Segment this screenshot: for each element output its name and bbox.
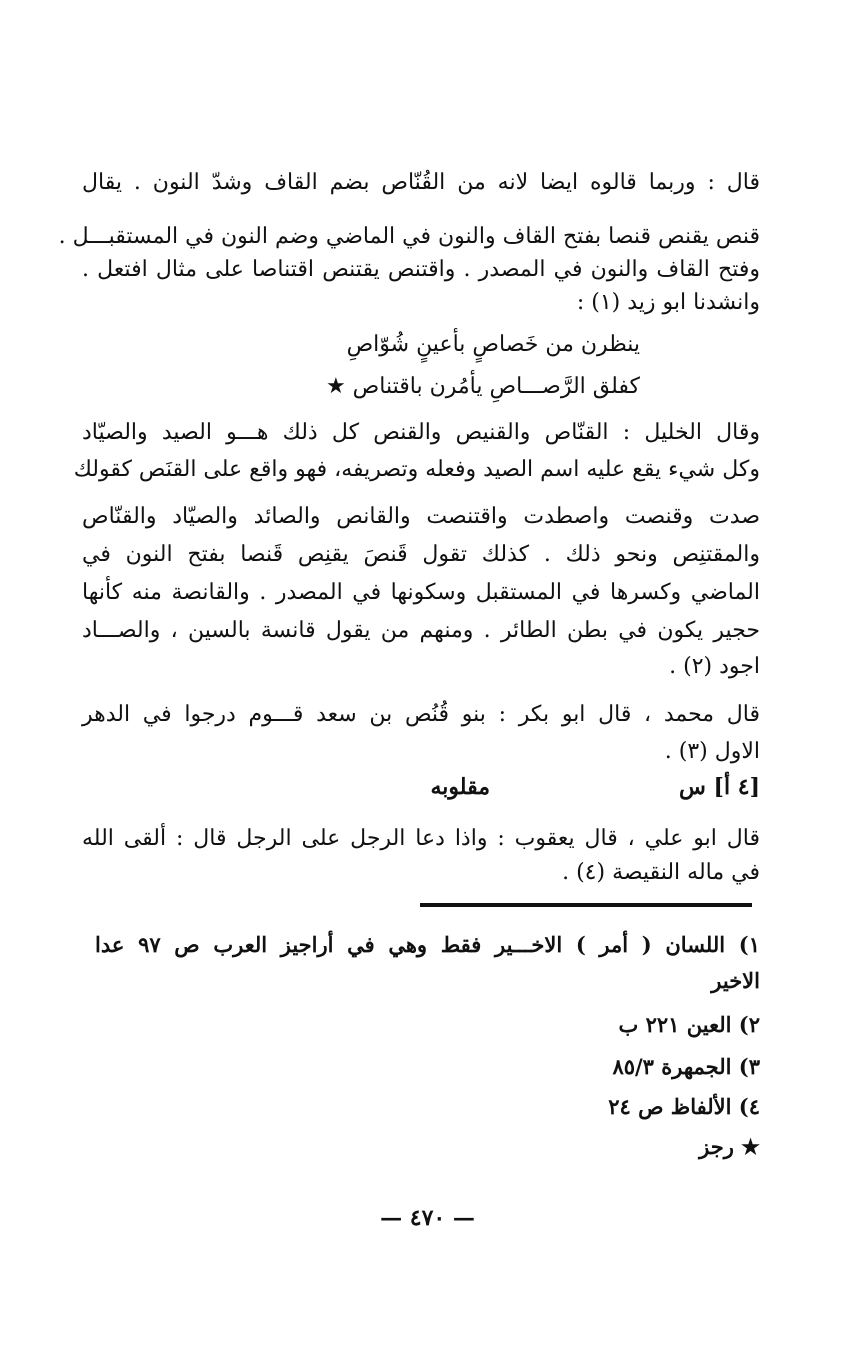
page-number: — ٤٧٠ — bbox=[380, 1205, 475, 1231]
para2-line-2: وكل شيء يقع عليه اسم الصيد وفعله وتصريفه، فهو واقع على القنَص كقولك bbox=[73, 457, 760, 482]
body-line-3: وفتح القاف والنون في المصدر . واقتنص يقتنص اقتناصا على مثال افتعل . bbox=[82, 257, 760, 282]
body-line-4: وانشدنا ابو زيد (١) : bbox=[576, 290, 760, 315]
footnote-2: ٢) العين ٢٢١ ب bbox=[618, 1012, 760, 1037]
para2-line-5: الماضي وكسرها في المستقبل وسكونها في المصدر . والقانصة منه كأنها bbox=[82, 580, 760, 605]
section-heading: مقلوبه bbox=[430, 774, 490, 800]
para4-line-2: في ماله النقيصة (٤) . bbox=[562, 860, 760, 885]
para3-line-1: قال محمد ، قال ابو بكر : بنو قُنُص بن سعد قـــوم درجوا في الدهر bbox=[82, 702, 760, 727]
verse-line-1: ينظرن من خَصاصٍ بأعينٍ شُوّاصِ bbox=[346, 332, 640, 357]
para2-line-4: والمقتنِص ونحو ذلك . كذلك تقول قَنصَ يقنِص قَنصا بفتح النون في bbox=[82, 542, 760, 567]
para4-line-1: قال ابو علي ، قال يعقوب : واذا دعا الرجل على الرجل قال : ألقى الله bbox=[82, 826, 760, 851]
footnote-3: ٣) الجمهرة ٨٥/٣ bbox=[612, 1054, 760, 1079]
footnote-1-continued: الاخير bbox=[711, 968, 760, 993]
footnote-4: ٤) الألفاظ ص ٢٤ bbox=[608, 1094, 760, 1119]
para2-line-7: اجود (٢) . bbox=[669, 654, 760, 679]
footnote-separator bbox=[420, 903, 752, 907]
para2-line-1: وقال الخليل : القنّاص والقنيص والقنص كل ذلك هـــو الصيد والصيّاد bbox=[82, 420, 760, 445]
footnote-star: ★ رجز bbox=[699, 1134, 760, 1159]
folio-marker: [٤ أ] س bbox=[679, 774, 760, 800]
body-line-2: قنص يقنص قنصا بفتح القاف والنون في الماضي وضم النون في المستقبـــل . bbox=[58, 224, 760, 249]
footnote-1: ١) اللسان ( أمر ) الاخـــير فقط وهي في أراجيز العرب ص ٩٧ عدا bbox=[95, 932, 760, 957]
para2-line-6: حجير يكون في بطن الطائر . ومنهم من يقول قانسة بالسين ، والصـــاد bbox=[82, 618, 760, 643]
verse-line-2: كفلق الرَّصـــاصِ يأمُرن باقتناص ★ bbox=[325, 374, 640, 399]
body-line-1: قال : وربما قالوه ايضا لانه من القُنّاص بضم القاف وشدّ النون . يقال bbox=[82, 170, 760, 195]
para3-line-2: الاول (٣) . bbox=[664, 739, 760, 764]
para2-line-3: صدت وقنصت واصطدت واقتنصت والقانص والصائد والصيّاد والقنّاص bbox=[82, 504, 760, 529]
